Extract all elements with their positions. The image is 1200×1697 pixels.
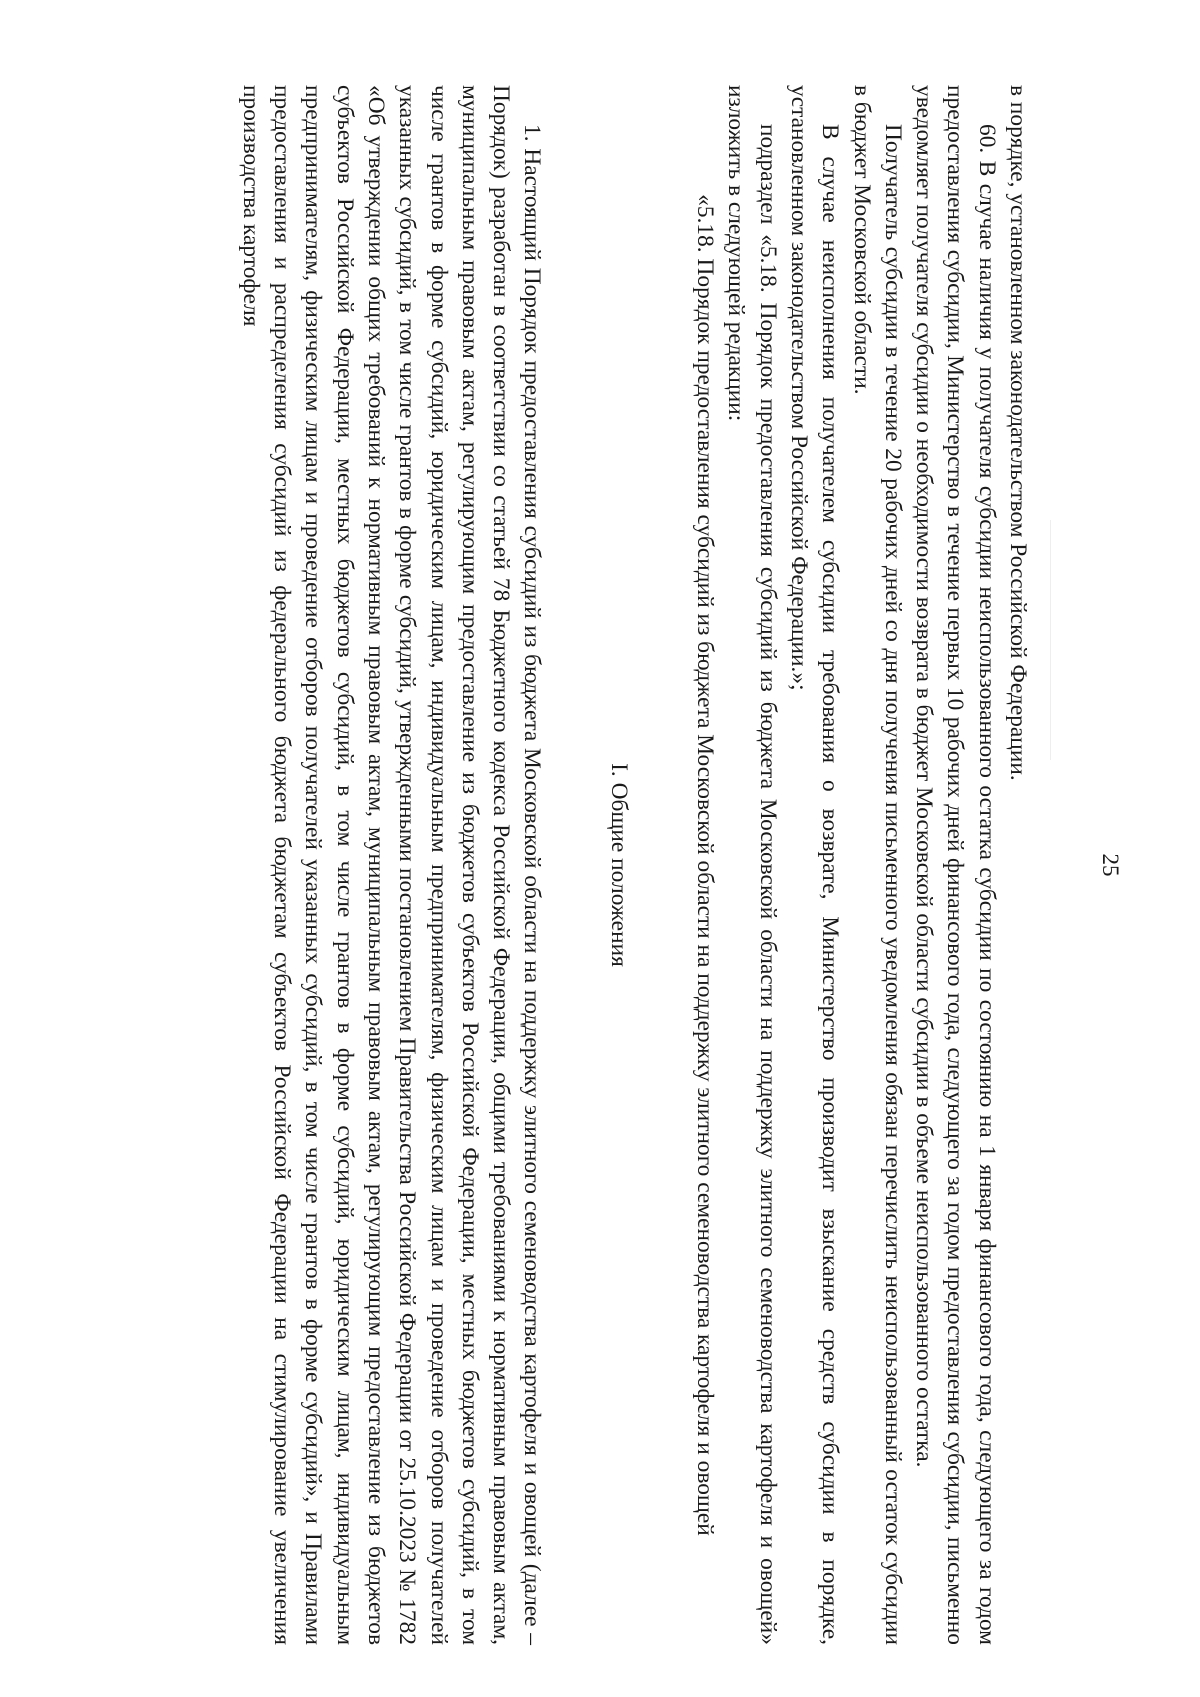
scan-artifact-line: [1050, 520, 1051, 760]
paragraph-continuation: в порядке, установленном законодательством Российской Федерации.: [1005, 85, 1031, 781]
paragraph-item-1: 1. Настоящий Порядок предоставления субсидий из бюджета Московской области на поддержку элитного семеноводства картофеля и овощей (далее – Порядок) разработан в соответствии со статьей 78 Бюджетного кодекса Российской Федерации, общими требованиями к нормативным правовым актам, муниципальным правовым актам, регулирующим предоставление из бюджетов субъектов Российской Федерации, местных бюджетов субсидий, в том числе грантов в форме субсидий, юридическим лицам, индивидуальным предпринимателям, физическим лицам и проведение отборов получателей указанных субсидий, в том числе грантов в форме субсидий, утвержденными постановлением Правительства Российской Федерации от 25.10.2023 № 1782 «Об утверждении общих требований к нормативным правовым актам, муниципальным правовым актам, регулирующим предоставление из бюджетов субъектов Российской Федерации, местных бюджетов субсидий, в том числе грантов в форме субсидий, юридическим лицам, индивидуальным предпринимателям, физическим лицам и проведение отборов получателей указанных субсидий, в том числе грантов в форме субсидий», и Правилами предоставления и распределения субсидий из федерального бюджета бюджетам субъектов Российской Федерации на стимулирование увеличения производства картофеля: [237, 85, 546, 1645]
page-number: 25: [1098, 853, 1123, 877]
rotated-content: [165, 85, 1125, 1645]
section-title: «5.18. Порядок предоставления субсидий из бюджета Московской области на поддержку элитного семеноводства картофеля и овощей: [692, 194, 719, 1536]
paragraph-item-60: 60. В случае наличия у получателя субсидии неиспользованного остатка субсидии по состоянию на 1 января финансового года, следующего за годом предоставления субсидии, Министерство в течение первых 10 рабочих дней финансового года, следующего за годом предоставления субсидии, письменно уведомляет получателя субсидии о необходимости возврата в бюджет Московской области субсидии в объеме неиспользованного остатка.: [911, 85, 1000, 1645]
paragraph-recipient-obligation: Получатель субсидии в течение 20 рабочих дней со дня получения письменного уведомления обязан перечислить неиспользованный остаток субсидии в бюджет Московской области.: [848, 85, 906, 1645]
document-body: [234, 85, 1033, 1645]
paragraph-recovery: В случае неисполнения получателем субсидии требования о возврате, Министерство производит взыскание средств субсидии в порядке, установленном законодательством Российской Федерации.»;: [785, 85, 844, 1645]
paragraph-amendment: подраздел «5.18. Порядок предоставления субсидий из бюджета Московской области на поддержку элитного семеноводства картофеля и овощей» изложить в следующей редакции:: [723, 85, 781, 1645]
spacer: [634, 85, 689, 1645]
spacer: [547, 85, 602, 1645]
section-heading: I. Общие положения: [605, 763, 632, 967]
